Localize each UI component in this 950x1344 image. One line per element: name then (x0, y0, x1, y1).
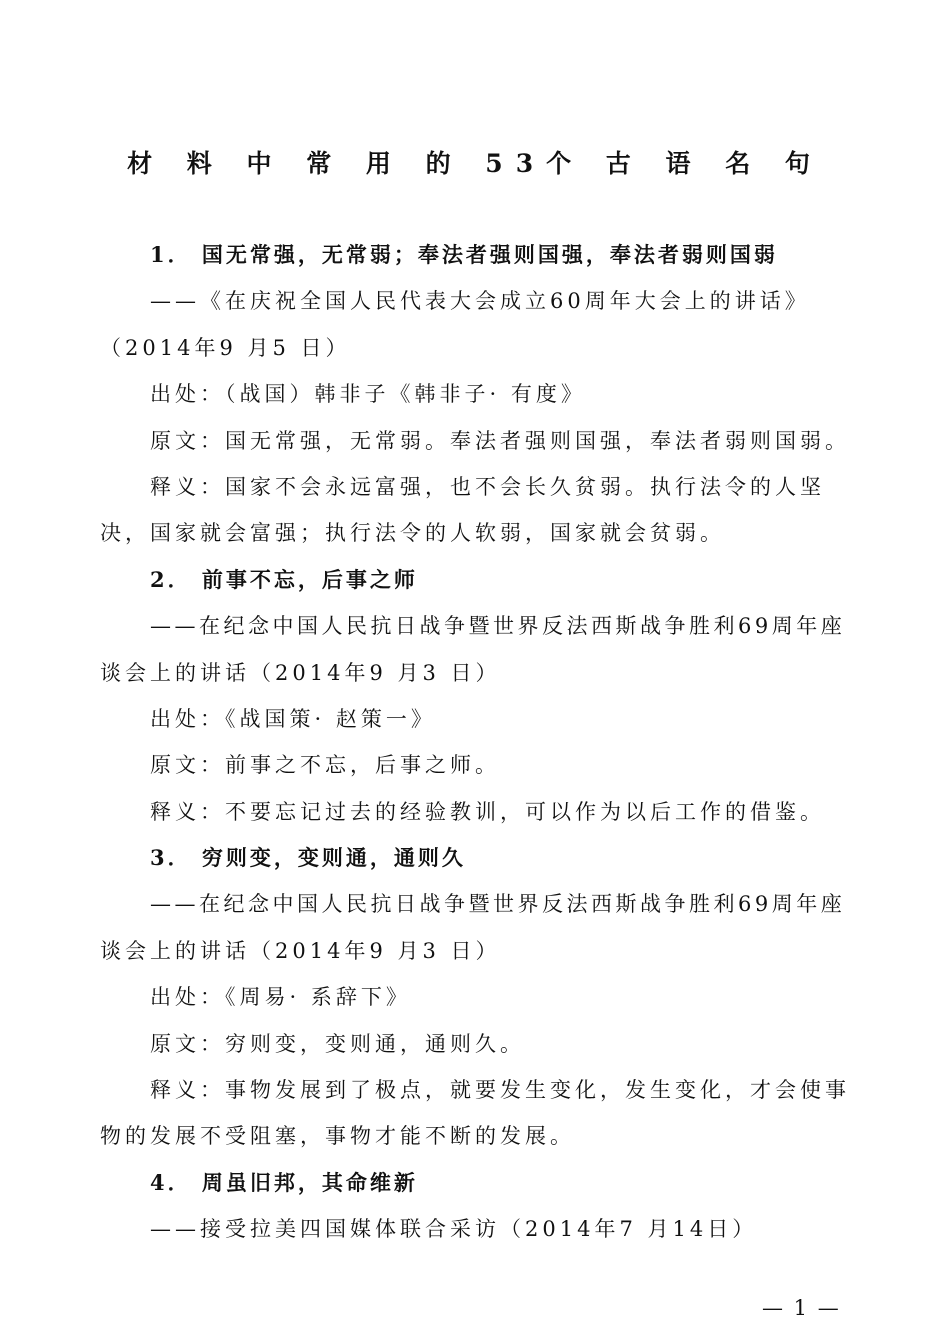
text-line: ——《在庆祝全国人民代表大会成立60周年大会上的讲话》 (150, 289, 810, 314)
text-line: 出处：（战国）韩非子《韩非子· 有度》 (150, 382, 586, 407)
text-line: 谈会上的讲话（2014年9 月3 日） (100, 660, 501, 685)
section-heading: 3． 穷则变，变则通，通则久 (150, 845, 466, 871)
text-line: 谈会上的讲话（2014年9 月3 日） (100, 938, 501, 963)
text-line: 原文：前事之不忘，后事之师。 (150, 753, 500, 778)
text-line: 原文：穷则变，变则通，通则久。 (150, 1031, 525, 1056)
section-heading: 1． 国无常强，无常弱；奉法者强则国强，奉法者弱则国弱 (150, 242, 778, 267)
text-line: ——接受拉美四国媒体联合采访（2014年7 月14日） (150, 1217, 758, 1242)
text-line: 物的发展不受阻塞，事物才能不断的发展。 (100, 1124, 575, 1149)
text-line: ——在纪念中国人民抗日战争暨世界反法西斯战争胜利69周年座 (150, 614, 846, 639)
text-line: 释义：事物发展到了极点，就要发生变化，发生变化，才会使事 (150, 1078, 850, 1103)
text-line: ——在纪念中国人民抗日战争暨世界反法西斯战争胜利69周年座 (150, 892, 846, 917)
text-line: 决，国家就会富强；执行法令的人软弱，国家就会贫弱。 (100, 521, 725, 546)
document-title: 材 料 中 常 用 的 53个 古 语 名 句 (127, 149, 823, 178)
section-heading: 4． 周虽旧邦，其命维新 (150, 1169, 418, 1195)
text-line: 出处：《周易· 系辞下》 (150, 985, 411, 1010)
text-line: 出处：《战国策· 赵策一》 (150, 706, 436, 731)
text-line: 释义：不要忘记过去的经验教训，可以作为以后工作的借鉴。 (150, 799, 825, 824)
text-line: （2014年9 月5 日） (100, 335, 351, 360)
text-line: 释义：国家不会永远富强，也不会长久贫弱。执行法令的人坚 (150, 474, 825, 499)
text-line: 原文：国无常强，无常弱。奉法者强则国强，奉法者弱则国弱。 (150, 428, 850, 453)
section-heading: 2． 前事不忘，后事之师 (150, 566, 418, 592)
page-number: — 1 — (762, 1296, 841, 1320)
document-body (100, 232, 850, 1253)
